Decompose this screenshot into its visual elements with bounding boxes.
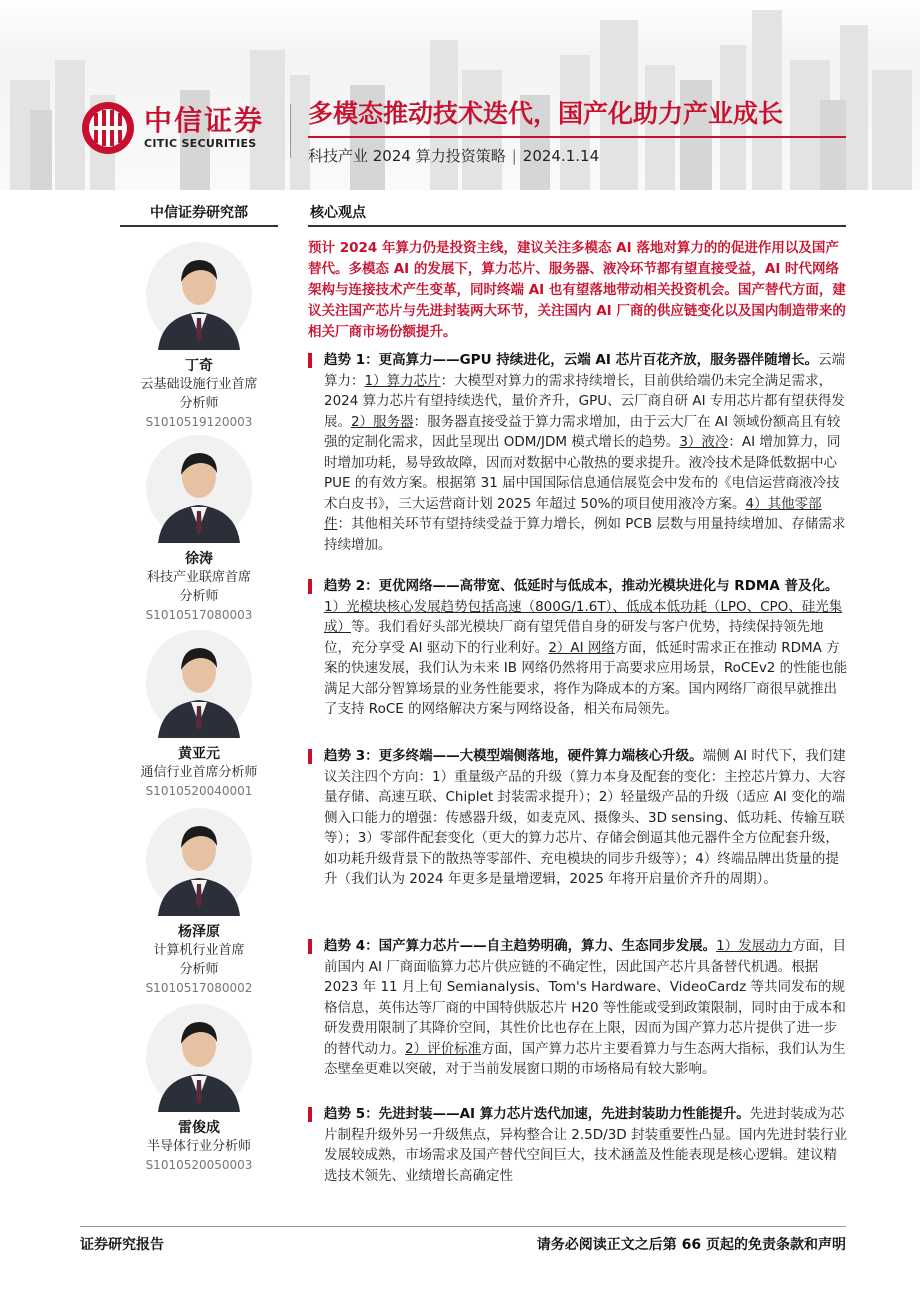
trend-subtopic-label: 2）AI 网络	[548, 639, 615, 656]
report-title: 多模态推动技术迭代，国产化助力产业成长	[308, 99, 784, 128]
trend-subtopic-label: 2）评价标准	[405, 1040, 482, 1057]
analyst-cert-number: S1010517080003	[145, 608, 253, 622]
report-date: 2024.1.14	[522, 147, 600, 165]
trend-text: ：大模型对算力的需求持续增长，目前供给端仍未完全满足需求，2024 算力芯片有望持续迭代，量价齐升，GPU、云厂商自研 AI 专用芯片都有望获得发展。	[324, 372, 845, 430]
citic-logo	[80, 100, 264, 156]
analyst-card	[120, 240, 278, 431]
analyst-title: 分析师	[179, 396, 219, 411]
trend-text: ：AI 增加算力，同时增加功耗，易导致故障，因而对数据中心散热的要求提升。液冷技术是降低数据中心 PUE 的有效方案。根据第 31 届中国国际信息通信展览会中发布的《电信运营商液冷技术白皮书》，三大运营商计划 2025 年超过 50%的项目使用液冷方案。	[324, 434, 841, 512]
core-view-heading: 核心观点	[310, 205, 366, 221]
analyst-cert-number: S1010520050003	[145, 1158, 253, 1172]
analyst-card	[120, 433, 278, 624]
analyst-photo	[144, 433, 254, 543]
right-rule	[308, 225, 846, 227]
trend-text: 方面，低延时需求正在推动 RDMA 方案的快速发展，我们认为未来 IB 网络仍然将用于高要求应用场景，RoCEv2 的性能也能满足大部分智算场景的业务性能要求，将作为降成本的方案。国内网络厂商很早就推出了支持 RoCE 的网络解决方案与网络设备，相关布局领先。	[324, 639, 848, 717]
analyst-card	[120, 1002, 278, 1174]
analyst-title: 通信行业首席分析师	[140, 765, 258, 780]
trend-paragraph	[308, 746, 848, 890]
trend-text: 方面，国产算力芯片主要看算力与生态两大指标，我们认为生态壁垒更难以突破，对于当前发展窗口期的市场格局有较大影响。	[324, 1040, 846, 1077]
analyst-title: 科技产业联席首席	[146, 570, 251, 585]
analyst-photo	[144, 806, 254, 916]
trend-title: 趋势 1：更高算力——GPU 持续进化，云端 AI 芯片百花齐放，服务器伴随增长。	[324, 352, 819, 368]
trend-subtopic-label: 1）发展动力	[716, 938, 793, 954]
trend-paragraph	[308, 350, 848, 555]
analyst-card	[120, 628, 278, 800]
trend-paragraph	[308, 576, 848, 720]
trend-text: 端侧 AI 时代下，我们建议关注四个方向：1）重量级产品的升级（算力本身及配套的变化：主控芯片算力、大容量存储、高速互联、Chiplet 封装需求提升）；2）轻量级产品的升级（适应 AI 变化的端侧入口能力的增强：传感器升级，如麦克风、摄像头、3D sensing、低功耗、传输互联等）；3）零部件配套变化（更大的算力芯片、存储会倒逼其他元器件全方位配套升级，如功耗升级背景下的散热等零部件、充电模块的同步升级等）；4）终端品牌出货量的提升（我们认为 2024 年更多是量增逻辑，2025 年将开启量价齐升的周期）。	[324, 748, 846, 887]
trend-text: 等。我们看好头部光模块厂商有望凭借自身的研发与客户优势，持续保持领先地位，充分享受 AI 驱动下的行业利好。	[324, 619, 824, 656]
analyst-title: 云基础设施行业首席	[140, 377, 258, 392]
analyst-cert-number: S1010519120003	[145, 415, 253, 429]
analyst-title: 计算机行业首席	[153, 943, 245, 958]
trend-paragraph	[308, 936, 848, 1080]
analyst-name: 雷俊成	[178, 1120, 220, 1136]
trend-title: 趋势 3：更多终端——大模型端侧落地，硬件算力端核心升级。	[324, 748, 703, 764]
analyst-name: 丁奇	[185, 358, 213, 374]
trend-title: 趋势 4：国产算力芯片——自主趋势明确，算力、生态同步发展。	[324, 938, 717, 954]
analyst-cert-number: S1010517080002	[145, 981, 253, 995]
subtitle-separator: |	[511, 147, 517, 165]
trend-subtopic-label: 1）算力芯片	[364, 372, 441, 389]
trend-text: 云端算力：	[324, 352, 846, 389]
core-summary: 预计 2024 年算力仍是投资主线，建议关注多模态 AI 落地对算力的的促进作用以及国产替代。多模态 AI 的发展下，算力芯片、服务器、液冷环节都有望直接受益，AI 时代网络架构与连接技术产生变革，同时终端 AI 也有望落地带动相关投资机会。国产替代方面，建议关注国产芯片与先进封装两大环节，关注国内 AI 厂商的供应链变化以及国内制造带来的相关厂商市场份额提升。	[308, 240, 846, 340]
analyst-cert-number: S1010520040001	[145, 784, 253, 798]
trend-text: 先进封装成为芯片制程升级外另一升级焦点，异构整合让 2.5D/3D 封装重要性凸显。国内先进封装行业发展较成熟，市场需求及国产替代空间巨大，技术涵盖及性能表现是核心逻辑。建议精选技术领先、业绩增长高确定性	[324, 1106, 847, 1184]
header-divider	[290, 104, 291, 158]
footer-report-type: 证券研究报告	[80, 1237, 164, 1253]
trend-text: 方面，目前国内 AI 厂商面临算力芯片供应链的不确定性，因此国产芯片具备替代机遇。根据 2023 年 11 月上旬 Semianalysis、Tom's Hardware、VideoCardz 等共同发布的规格信息，英伟达等厂商的中国特供版芯片 H20 等性能或受到政策限制，同时由于成本和研发费用限制了其降价空间，其性价比也存在上限，因而为国产算力芯片提供了进一步的替代动力。	[324, 938, 847, 1057]
trend-title: 趋势 2：更优网络——高带宽、低延时与低成本，推动光模块进化与 RDMA 普及化。	[324, 578, 839, 594]
report-subtitle	[308, 145, 599, 166]
research-dept-heading: 中信证券研究部	[150, 205, 248, 221]
trend-subtopic-label: 4）其他零部件	[324, 495, 822, 532]
analyst-photo	[144, 240, 254, 350]
trend-title: 趋势 5：先进封装——AI 算力芯片迭代加速，先进封装助力性能提升。	[324, 1106, 750, 1122]
trend-text: ：服务器直接受益于算力需求增加，由于云大厂在 AI 领域份额高且有较强的定制化需求，因此呈现出 ODM/JDM 模式增长的趋势。	[324, 413, 841, 450]
analyst-title: 分析师	[179, 962, 219, 977]
logo-chinese: 中信证券	[144, 104, 265, 137]
left-rule	[120, 225, 278, 227]
bullet-bar	[308, 579, 312, 594]
analyst-title: 半导体行业分析师	[146, 1139, 251, 1154]
analyst-name: 黄亚元	[178, 746, 220, 762]
analyst-title: 分析师	[179, 589, 219, 604]
trend-subtopic-label: 1）光模块核心发展趋势包括高速（800G/1.6T）、低成本低功耗（LPO、CPO、硅光集成）	[324, 598, 843, 635]
title-rule	[308, 136, 846, 138]
subtitle-topic: 科技产业 2024 算力投资策略	[308, 147, 506, 165]
trend-text: ：其他相关环节有望持续受益于算力增长，例如 PCB 层数与用量持续增加、存储需求持续增加。	[324, 516, 846, 553]
bullet-bar	[308, 1107, 312, 1122]
analyst-photo	[144, 1002, 254, 1112]
footer-disclaimer: 请务必阅读正文之后第 66 页起的免责条款和声明	[536, 1237, 846, 1253]
footer-rule	[80, 1226, 846, 1227]
analyst-card	[120, 806, 278, 997]
analyst-name: 杨泽原	[178, 924, 220, 940]
trend-subtopic-label: 3）液冷	[679, 434, 729, 450]
logo-english: CITIC SECURITIES	[144, 137, 257, 150]
bullet-bar	[308, 749, 312, 764]
bullet-bar	[308, 353, 312, 368]
bullet-bar	[308, 939, 312, 954]
analyst-name: 徐涛	[185, 551, 213, 567]
trend-subtopic-label: 2）服务器	[351, 413, 414, 430]
analyst-photo	[144, 628, 254, 738]
citic-emblem-icon	[80, 100, 136, 156]
trend-paragraph	[308, 1104, 848, 1186]
